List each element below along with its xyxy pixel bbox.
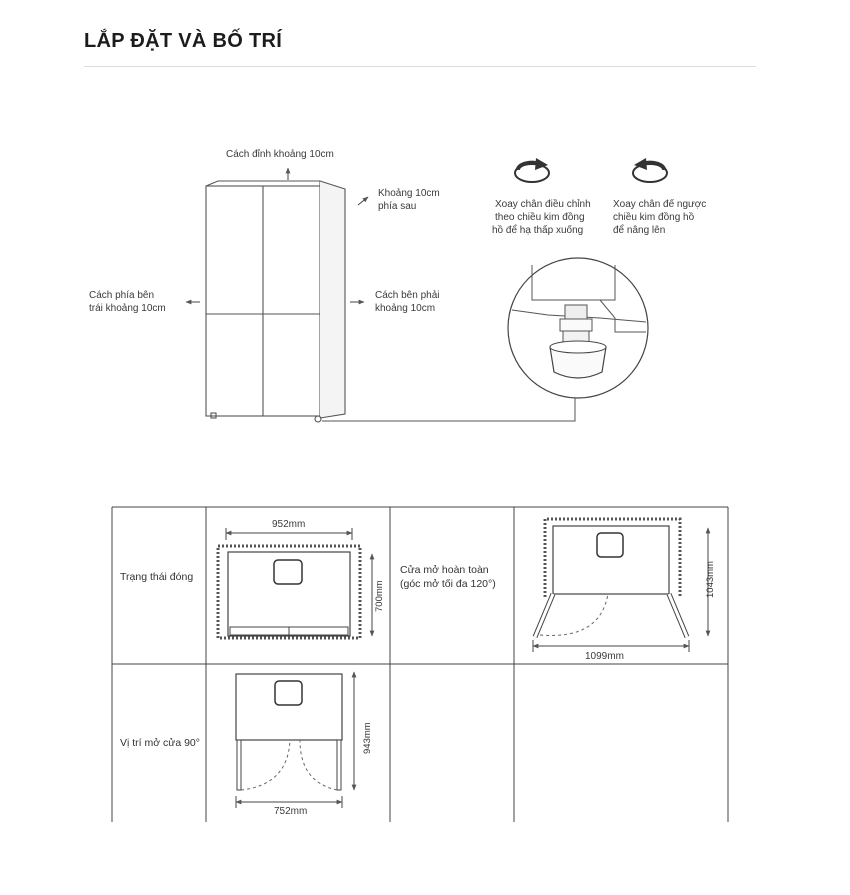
right-clearance-label-2: khoảng 10cm [375, 303, 436, 314]
lower-instruction-2: theo chiều kim đồng [495, 212, 585, 223]
rotate-clockwise-icon [515, 158, 549, 182]
right-clearance-label-1: Cách bên phải [375, 290, 440, 301]
lower-instruction-1: Xoay chân điều chỉnh [495, 199, 591, 210]
back-clearance-label-1: Khoảng 10cm [378, 188, 440, 199]
raise-instruction-2: chiều kim đồng hồ [613, 212, 695, 223]
open90-width-dim: 752mm [274, 806, 308, 817]
back-clearance-arrow [358, 197, 368, 205]
fullopen-label-1: Cửa mở hoàn toàn [400, 564, 489, 576]
leveling-foot-detail [508, 258, 648, 398]
raise-instruction-1: Xoay chân đế ngược [613, 199, 707, 210]
fullopen-depth-dim: 1043mm [705, 561, 716, 598]
lower-instruction-3: hồ để hạ thấp xuống [492, 225, 584, 236]
rotate-counterclockwise-icon [633, 158, 667, 182]
closed-state-label: Trạng thái đóng [120, 571, 194, 583]
fullopen-label-2: (góc mở tối đa 120°) [400, 578, 496, 590]
back-clearance-label-2: phía sau [378, 201, 417, 212]
closed-width-dim: 952mm [272, 519, 306, 530]
raise-instruction-3: để nâng lên [613, 225, 666, 236]
fridge-illustration [206, 181, 345, 422]
open-90-diagram [236, 672, 354, 808]
closed-state-diagram [218, 528, 372, 638]
page-title: LẮP ĐẶT VÀ BỐ TRÍ [84, 30, 283, 52]
closed-depth-dim: 700mm [374, 580, 385, 612]
open90-depth-dim: 943mm [362, 722, 373, 754]
fullopen-width-dim: 1099mm [585, 651, 624, 662]
left-clearance-label-2: trái khoảng 10cm [89, 303, 166, 314]
fully-open-diagram [533, 519, 708, 652]
open90-label: Vị trí mở cửa 90° [120, 737, 200, 749]
top-clearance-label: Cách đỉnh khoảng 10cm [226, 149, 334, 160]
detail-leader-line [322, 393, 575, 421]
left-clearance-label-1: Cách phía bên [89, 290, 155, 301]
